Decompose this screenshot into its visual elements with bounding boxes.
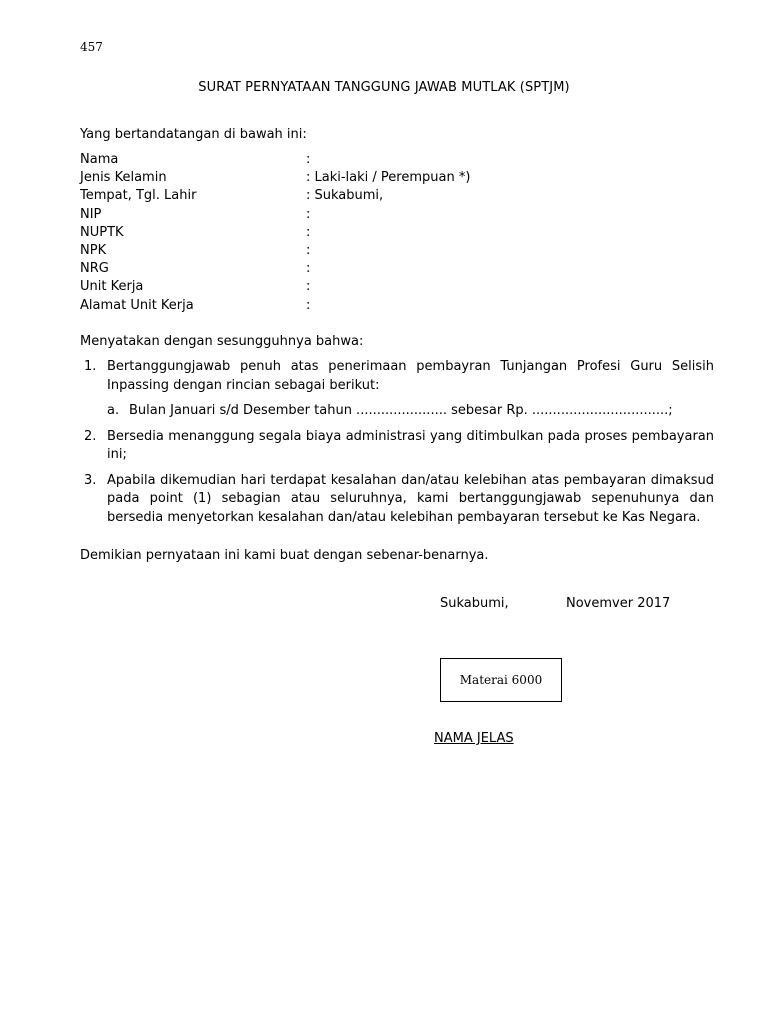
place-text: Sukabumi, [440,596,509,611]
identity-value: : [306,279,311,295]
identity-row-alamat-unit-kerja [80,297,700,315]
point-text: Bersedia menanggung segala biaya administrasi yang ditimbulkan pada proses pembayaran ini; [107,428,714,462]
identity-row-unit-kerja [80,278,700,296]
sub-point-text: Bulan Januari s/d Desember tahun ...................... sebesar Rp. .................................; [129,403,673,418]
point-text: Bertanggungjawab penuh atas penerimaan pembayran Tunjangan Profesi Guru Selisih Inpassing dengan rincian sebagai berikut: [107,359,714,393]
identity-label: NUPTK [80,224,124,240]
identity-value: : [306,152,311,167]
identity-table [80,151,700,315]
identity-row-tempat-tgl-lahir [80,187,700,205]
sub-point-item [107,402,714,421]
stamp-box [440,658,562,702]
point-item [80,472,714,528]
identity-row-npk [80,242,700,260]
identity-label: NRG [80,261,109,277]
identity-label: Alamat Unit Kerja [80,297,194,313]
closing-text: Demikian pernyataan ini kami buat dengan sebenar-benarnya. [80,548,489,563]
intro-text: Yang bertandatangan di bawah ini: [80,127,307,142]
identity-row-jenis-kelamin [80,169,700,187]
page-number: 457 [80,40,103,54]
identity-value: : [306,206,311,222]
identity-value: : Sukabumi, [306,188,384,204]
stamp-text: Materai 6000 [459,673,543,687]
identity-label: Tempat, Tgl. Lahir [80,188,197,204]
sub-point-letter: a. [107,403,120,418]
point-number: 1. [84,359,97,374]
point-item [80,428,714,465]
signer-name: NAMA JELAS [434,731,514,746]
identity-label: NIP [80,206,102,222]
identity-row-nrg [80,260,700,278]
identity-value: : [306,224,311,240]
identity-row-nuptk [80,224,700,242]
point-item [80,358,714,421]
identity-label: Unit Kerja [80,279,144,295]
identity-value: : [306,297,311,313]
identity-row-nama [80,151,700,169]
declaration-text: Menyatakan dengan sesungguhnya bahwa: [80,334,364,349]
identity-value: : Laki-laki / Perempuan *) [306,170,471,186]
identity-label: Jenis Kelamin [80,170,167,186]
identity-label: NPK [80,242,107,258]
identity-label: Nama [80,152,119,167]
identity-row-nip [80,206,700,224]
point-number: 2. [84,428,97,444]
document-title: SURAT PERNYATAAN TANGGUNG JAWAB MUTLAK (SPTJM) [198,80,570,95]
declaration-points [80,358,714,534]
identity-value: : [306,261,311,277]
date-text: Novemver 2017 [566,596,671,611]
point-number: 3. [84,472,97,488]
point-text: Apabila dikemudian hari terdapat kesalahan dan/atau kelebihan atas pembayaran dimaksud pada point (1) sebagian atau seluruhnya, kami bertanggungjawab sepenuhunya dan bersedia menyetorkan kesalahan dan/atau kelebihan pembayaran tersebut ke Kas Negara. [107,472,714,525]
identity-value: : [306,242,311,258]
